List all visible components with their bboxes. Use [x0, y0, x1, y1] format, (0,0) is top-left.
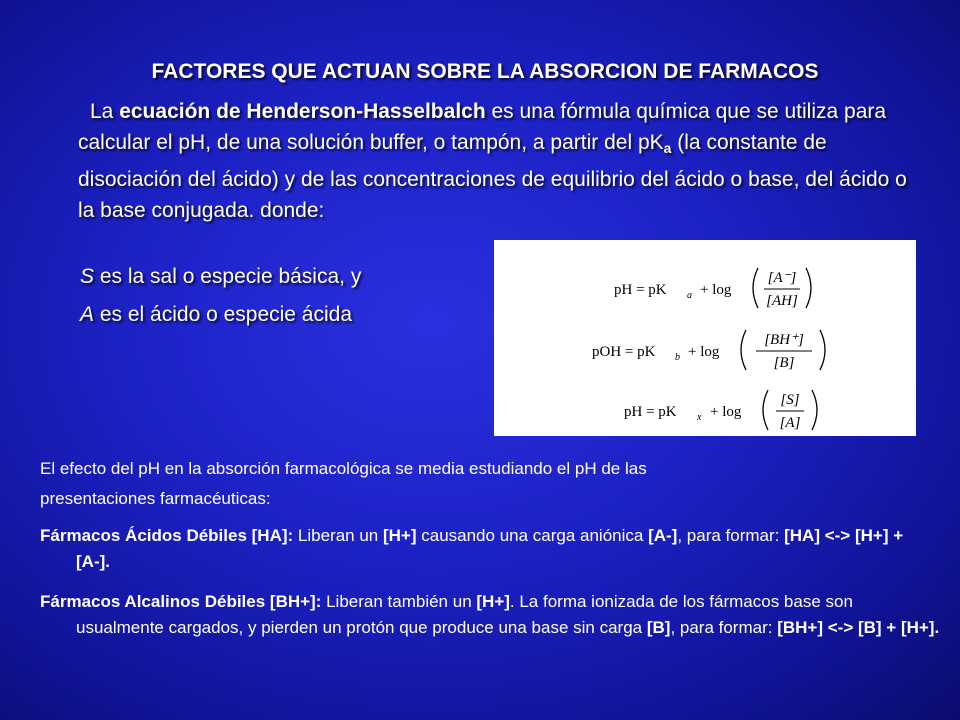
- formulas-svg: [494, 240, 916, 436]
- effect-line-2: presentaciones farmacéuticas:: [40, 489, 271, 508]
- formula-1-lhs: pH = pK: [614, 282, 667, 298]
- weak-base-text-2: . La forma ionizada de los fármacos base son usualmente cargados, y pierden un protón que produce una base sin carga: [76, 592, 853, 637]
- weak-base-text-3: , para formar:: [670, 618, 778, 637]
- formula-3-paren-left: [763, 390, 768, 430]
- formula-1: [614, 268, 811, 309]
- intro-paragraph: [78, 96, 908, 226]
- formula-2-lhs: pOH = pK: [592, 344, 656, 360]
- weak-acid-text-3: , para formar:: [677, 526, 785, 545]
- intro-text-3: (la constante de disociación del ácido) y de las concentraciones de equilibrio del ácido o base, del ácido o la base conjugada. donde:: [78, 131, 907, 222]
- weak-base-label: Fármacos Alcalinos Débiles [BH+]:: [40, 592, 322, 611]
- formula-1-paren-right: [806, 268, 811, 308]
- formula-1-denominator: [AH]: [766, 293, 798, 309]
- formula-2: [592, 330, 825, 371]
- formula-3-lhs: pH = pK: [624, 404, 677, 420]
- weak-acid-equation: [HA] <-> [H+] + [A-].: [76, 526, 904, 571]
- weak-base-bold-2: [B]: [646, 618, 671, 637]
- formula-2-subscript: b: [675, 352, 680, 363]
- formula-1-subscript: a: [687, 290, 692, 301]
- intro-text-1: La: [90, 100, 120, 123]
- weak-base-equation: [BH+] <-> [B] + [H+].: [777, 618, 940, 637]
- formula-3-paren-right: [812, 390, 817, 430]
- weak-base-text-1: Liberan también un: [321, 592, 477, 611]
- formula-box: [494, 240, 916, 436]
- weak-acid-bold-2: [A-]: [648, 526, 678, 545]
- intro-text-2: es una fórmula química que se utiliza para calcular el pH, de una solución buffer, o tampón, a partir del pK: [78, 100, 887, 154]
- formula-2-log: + log: [688, 344, 720, 360]
- formula-1-paren-left: [753, 268, 758, 308]
- formula-1-log: + log: [700, 282, 732, 298]
- formula-2-paren-right: [820, 330, 825, 370]
- weak-acid-text-2: causando una carga aniónica: [416, 526, 649, 545]
- formula-3-subscript: x: [697, 412, 702, 423]
- formula-3-numerator: [S]: [780, 392, 800, 408]
- weak-base-paragraph: [40, 589, 940, 641]
- formula-1-numerator: [A⁻]: [767, 270, 797, 286]
- variable-s-symbol: S: [80, 265, 95, 288]
- variable-a-definition: [80, 303, 352, 327]
- intro-subscript: a: [663, 140, 672, 156]
- weak-base-bold-1: [H+]: [476, 592, 510, 611]
- formula-3-denominator: [A]: [779, 415, 801, 431]
- formula-2-numerator: [BH⁺]: [764, 332, 804, 348]
- formula-3: [624, 390, 817, 431]
- variable-a-text: es el ácido o especie ácida: [94, 303, 353, 326]
- formula-2-paren-left: [741, 330, 746, 370]
- intro-bold-term: ecuación de Henderson-Hasselbalch: [119, 100, 486, 123]
- slide-title: FACTORES QUE ACTUAN SOBRE LA ABSORCION DE FARMACOS: [151, 60, 819, 83]
- weak-acid-label: Fármacos Ácidos Débiles [HA]:: [40, 526, 294, 545]
- variable-s-text: es la sal o especie básica, y: [94, 265, 362, 288]
- variable-s-definition: [80, 265, 361, 289]
- effect-line-1: El efecto del pH en la absorción farmacológica se media estudiando el pH de las: [40, 459, 647, 478]
- formula-2-denominator: [B]: [773, 355, 795, 371]
- weak-acid-bold-1: [H+]: [382, 526, 417, 545]
- weak-acid-text-1: Liberan un: [293, 526, 383, 545]
- formula-3-log: + log: [710, 404, 742, 420]
- variable-a-symbol: A: [80, 303, 95, 326]
- weak-acid-paragraph: [40, 523, 940, 575]
